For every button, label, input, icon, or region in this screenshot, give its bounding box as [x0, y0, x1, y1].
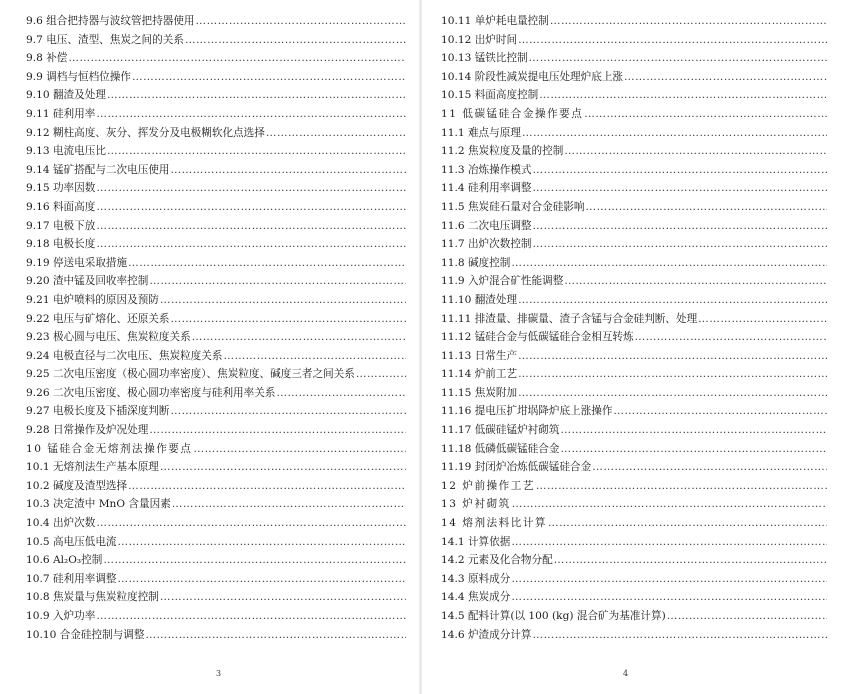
- toc-dot-leader: [103, 551, 406, 570]
- toc-entry-label: 9.28 日常操作及炉况处理: [26, 424, 149, 437]
- toc-dot-leader: [624, 68, 827, 87]
- toc-dot-leader: [533, 235, 827, 254]
- toc-entry: [26, 551, 406, 570]
- toc-dot-leader: [128, 477, 406, 496]
- toc-dot-leader: [276, 384, 406, 403]
- toc-dot-leader: [518, 365, 827, 384]
- toc-entry-label: 11.19 封闭炉冶炼低碳锰硅合金: [441, 461, 592, 474]
- toc-dot-leader: [529, 49, 827, 68]
- toc-entry-label: 9.11 硅利用率: [26, 107, 96, 120]
- toc-dot-leader: [635, 328, 827, 347]
- toc-entry-label: 9.22 电压与矿熔化、还原关系: [26, 312, 170, 325]
- toc-entry-label: 9.16 料面高度: [26, 200, 96, 213]
- toc-entry: [441, 68, 827, 87]
- toc-dot-leader: [96, 514, 406, 533]
- toc-dot-leader: [536, 477, 827, 496]
- toc-dot-leader: [564, 142, 827, 161]
- toc-dot-leader: [356, 365, 406, 384]
- toc-entry: [26, 31, 406, 50]
- toc-dot-leader: [533, 161, 827, 180]
- toc-entry-label: 9.6 组合把持器与波纹管把持器使用: [26, 15, 195, 27]
- toc-dot-leader: [564, 272, 827, 291]
- toc-entry: [441, 198, 827, 217]
- toc-entry-label: 10.9 入炉功率: [26, 610, 96, 622]
- toc-entry: [441, 328, 827, 347]
- toc-entry: [26, 570, 406, 589]
- toc-dot-leader: [171, 161, 407, 180]
- toc-dot-leader: [533, 626, 827, 645]
- toc-dot-leader: [539, 86, 827, 105]
- toc-entry: [441, 384, 827, 403]
- toc-entry: [441, 570, 827, 589]
- toc-entry: [26, 254, 406, 273]
- toc-entry-label: 14.3 原料成分: [441, 572, 511, 585]
- toc-entry: [441, 291, 827, 310]
- toc-entry-label: 9.7 电压、渣型、焦炭之间的关系: [26, 33, 184, 46]
- toc-dot-leader: [512, 495, 827, 514]
- toc-entry: [441, 31, 827, 50]
- toc-entry-label: 10.14 阶段性减炭提电压处理炉底上涨: [441, 70, 624, 83]
- toc-dot-leader: [548, 514, 827, 533]
- toc-entry-label: 11.1 难点与原理: [441, 126, 521, 139]
- toc-entry: [26, 402, 406, 421]
- toc-dot-leader: [96, 607, 406, 626]
- toc-entry: [26, 607, 406, 626]
- toc-dot-leader: [667, 607, 827, 626]
- toc-entry: [441, 235, 827, 254]
- toc-entry: [26, 161, 406, 180]
- toc-entry-label: 11.9 入炉混合矿性能调整: [441, 275, 564, 288]
- toc-entry-label: 10.11 单炉耗电量控制: [441, 15, 549, 27]
- toc-entry: [441, 365, 827, 384]
- toc-entry-label: 10.10 合金硅控制与调整: [26, 628, 145, 641]
- toc-entry: [26, 495, 406, 514]
- toc-entry: [441, 124, 827, 143]
- toc-entry: [441, 533, 827, 552]
- toc-entry: [26, 477, 406, 496]
- toc-dot-leader: [518, 31, 827, 50]
- toc-dot-leader: [511, 254, 827, 273]
- toc-dot-leader: [128, 254, 406, 273]
- toc-entry-label: 9.18 电极长度: [26, 238, 96, 251]
- toc-entry-label: 11.11 排渣量、排碳量、渣子含锰与合金硅判断、处理: [441, 312, 698, 325]
- toc-entry-label: 10.1 无熔剂法生产基本原理: [26, 461, 159, 474]
- toc-dot-leader: [107, 86, 406, 105]
- toc-entry: [441, 217, 827, 236]
- toc-dot-leader: [698, 310, 827, 329]
- toc-entry-label: 9.13 电流电压比: [26, 145, 106, 158]
- toc-entry: [26, 142, 406, 161]
- toc-entry-label: 10 锰硅合金无熔剂法操作要点: [26, 442, 193, 455]
- toc-dot-leader: [196, 12, 406, 31]
- toc-entry: [441, 551, 827, 570]
- toc-entry-label: 10.4 出炉次数: [26, 517, 96, 530]
- toc-dot-leader: [550, 12, 827, 31]
- toc-entry: [26, 533, 406, 552]
- toc-dot-leader: [511, 570, 827, 589]
- toc-entry-label: 9.8 补偿: [26, 52, 68, 65]
- toc-dot-leader: [223, 347, 406, 366]
- toc-entry-label: 10.8 焦炭量与焦炭粒度控制: [26, 591, 159, 604]
- page-number-right: 4: [623, 669, 629, 678]
- toc-entry-label: 11.12 锰硅合金与低碳锰硅合金相互转炼: [441, 331, 634, 344]
- toc-entry-label: 11.4 硅利用率调整: [441, 182, 532, 195]
- toc-dot-leader: [96, 105, 406, 124]
- toc-entry: [441, 254, 827, 273]
- toc-entry: [441, 347, 827, 366]
- toc-entry-label: 14.5 配料计算(以 100 (kg) 混合矿为基准计算): [441, 610, 666, 622]
- toc-entry-label: 10.6 Al₂O₃控制: [26, 554, 103, 567]
- toc-entry: [441, 179, 827, 198]
- toc-entry: [26, 588, 406, 607]
- toc-entry: [441, 495, 827, 514]
- toc-entry-label: 11.6 二次电压调整: [441, 219, 532, 232]
- toc-entry: [26, 291, 406, 310]
- toc-entry-label: 9.20 渣中锰及回收率控制: [26, 275, 149, 288]
- toc-entry: [26, 217, 406, 236]
- toc-entry-label: 9.27 电极长度及下插深度判断: [26, 405, 170, 418]
- toc-entry-label: 11.14 炉前工艺: [441, 368, 518, 381]
- toc-dot-leader: [586, 198, 828, 217]
- toc-entry: [26, 347, 406, 366]
- toc-dot-leader: [511, 588, 827, 607]
- toc-dot-leader: [518, 384, 827, 403]
- toc-entry-label: 14.2 元素及化合物分配: [441, 554, 553, 567]
- toc-entry: [441, 458, 827, 477]
- toc-entry-label: 11.17 低碳硅锰炉衬砌筑: [441, 424, 560, 437]
- right-page: [421, 0, 842, 694]
- toc-dot-leader: [160, 458, 406, 477]
- toc-entry: [26, 310, 406, 329]
- toc-entry: [26, 272, 406, 291]
- toc-dot-leader: [518, 291, 827, 310]
- toc-dot-leader: [533, 179, 827, 198]
- toc-entry: [441, 12, 827, 31]
- toc-entry-label: 9.9 调档与恒档位操作: [26, 70, 131, 83]
- toc-entry: [26, 86, 406, 105]
- toc-entry-label: 9.21 电炉喷料的原因及预防: [26, 293, 159, 306]
- toc-entry-label: 10.3 决定渣中 MnO 含量因素: [26, 498, 171, 511]
- toc-entry: [26, 105, 406, 124]
- toc-entry-label: 9.15 功率因数: [26, 182, 96, 195]
- page-number-left: 3: [216, 669, 222, 678]
- toc-dot-leader: [145, 626, 406, 645]
- toc-dot-leader: [172, 495, 406, 514]
- toc-entry: [26, 440, 406, 459]
- toc-list-right: [441, 12, 827, 644]
- toc-dot-leader: [266, 124, 406, 143]
- toc-dot-leader: [511, 533, 827, 552]
- toc-entry: [26, 421, 406, 440]
- toc-entry-label: 10.5 高电压低电流: [26, 535, 117, 548]
- toc-entry: [441, 626, 827, 645]
- toc-dot-leader: [518, 347, 827, 366]
- toc-entry-label: 11.8 碱度控制: [441, 256, 511, 269]
- toc-entry-label: 14 熔剂法料比计算: [441, 517, 548, 530]
- toc-entry: [26, 68, 406, 87]
- toc-entry: [441, 161, 827, 180]
- toc-entry: [441, 402, 827, 421]
- toc-dot-leader: [185, 31, 406, 50]
- toc-dot-leader: [96, 179, 406, 198]
- toc-entry: [441, 477, 827, 496]
- toc-entry: [441, 514, 827, 533]
- toc-dot-leader: [193, 440, 406, 459]
- toc-entry-label: 10.13 锰铁比控制: [441, 52, 528, 65]
- toc-entry-label: 11.18 低磷低碳锰硅合金: [441, 442, 560, 455]
- toc-entry-label: 14.1 计算依据: [441, 535, 511, 548]
- toc-entry-label: 9.12 糊柱高度、灰分、挥发分及电极糊软化点选择: [26, 126, 265, 139]
- toc-dot-leader: [118, 570, 406, 589]
- toc-dot-leader: [149, 421, 406, 440]
- toc-entry-label: 9.24 电极直径与二次电压、焦炭粒度关系: [26, 349, 223, 362]
- toc-entry-label: 10.7 硅利用率调整: [26, 572, 117, 585]
- toc-dot-leader: [554, 551, 827, 570]
- toc-entry: [26, 124, 406, 143]
- toc-entry: [26, 384, 406, 403]
- toc-entry: [441, 440, 827, 459]
- toc-dot-leader: [171, 402, 407, 421]
- toc-entry-label: 9.19 停送电采取措施: [26, 256, 128, 269]
- toc-dot-leader: [107, 142, 406, 161]
- toc-entry: [26, 328, 406, 347]
- toc-dot-leader: [584, 105, 827, 124]
- toc-entry-label: 13 炉衬砌筑: [441, 498, 511, 511]
- toc-entry-label: 9.26 二次电压密度、极心圆功率密度与硅利用率关系: [26, 386, 276, 399]
- toc-entry-label: 10.15 料面高度控制: [441, 89, 539, 102]
- toc-entry-label: 11.16 提电压扩坩埚降炉底上涨操作: [441, 405, 613, 418]
- toc-entry: [26, 179, 406, 198]
- toc-dot-leader: [533, 217, 827, 236]
- toc-entry: [441, 272, 827, 291]
- toc-entry-label: 9.23 极心圆与电压、焦炭粒度关系: [26, 331, 191, 344]
- toc-dot-leader: [118, 533, 406, 552]
- toc-entry: [441, 49, 827, 68]
- toc-entry: [441, 310, 827, 329]
- toc-entry-label: 11.10 翻渣处理: [441, 293, 518, 306]
- toc-dot-leader: [522, 124, 827, 143]
- toc-entry-label: 9.10 翻渣及处理: [26, 89, 106, 102]
- toc-entry: [26, 458, 406, 477]
- toc-entry: [441, 421, 827, 440]
- toc-entry: [441, 607, 827, 626]
- toc-dot-leader: [613, 402, 827, 421]
- toc-entry-label: 11 低碳锰硅合金操作要点: [441, 107, 584, 120]
- toc-dot-leader: [96, 217, 406, 236]
- toc-entry-label: 14.6 炉渣成分计算: [441, 628, 532, 641]
- toc-list-left: [26, 12, 406, 644]
- toc-entry-label: 10.12 出炉时间: [441, 33, 518, 46]
- toc-entry-label: 11.3 冶炼操作模式: [441, 163, 532, 176]
- toc-entry: [441, 86, 827, 105]
- toc-entry-label: 11.15 焦炭附加: [441, 386, 518, 399]
- toc-entry-label: 10.2 碱度及渣型选择: [26, 479, 128, 492]
- toc-entry: [441, 142, 827, 161]
- toc-entry-label: 12 炉前操作工艺: [441, 479, 535, 492]
- toc-entry-label: 9.25 二次电压密度（极心圆功率密度）、焦炭粒度、碱度三者之间关系: [26, 368, 355, 381]
- toc-dot-leader: [160, 291, 406, 310]
- toc-entry-label: 14.4 焦炭成分: [441, 591, 511, 604]
- toc-dot-leader: [592, 458, 827, 477]
- toc-entry-label: 11.7 出炉次数控制: [441, 238, 532, 251]
- toc-entry: [26, 365, 406, 384]
- toc-dot-leader: [171, 310, 407, 329]
- toc-dot-leader: [192, 328, 406, 347]
- toc-entry-label: 9.14 锰矿搭配与二次电压使用: [26, 163, 170, 176]
- toc-entry: [26, 198, 406, 217]
- toc-dot-leader: [160, 588, 406, 607]
- toc-dot-leader: [149, 272, 406, 291]
- toc-entry: [26, 514, 406, 533]
- toc-dot-leader: [96, 235, 406, 254]
- toc-entry: [441, 588, 827, 607]
- toc-entry-label: 11.13 日常生产: [441, 349, 518, 362]
- toc-dot-leader: [132, 68, 406, 87]
- toc-entry-label: 9.17 电极下放: [26, 219, 96, 232]
- toc-entry-label: 11.2 焦炭粒度及量的控制: [441, 145, 564, 158]
- toc-dot-leader: [560, 421, 827, 440]
- toc-entry: [441, 105, 827, 124]
- toc-dot-leader: [68, 49, 406, 68]
- toc-dot-leader: [560, 440, 827, 459]
- toc-entry: [26, 235, 406, 254]
- toc-entry-label: 11.5 焦炭硅石量对合金硅影响: [441, 200, 585, 213]
- toc-dot-leader: [96, 198, 406, 217]
- toc-entry: [26, 49, 406, 68]
- toc-entry: [26, 12, 406, 31]
- toc-entry: [26, 626, 406, 645]
